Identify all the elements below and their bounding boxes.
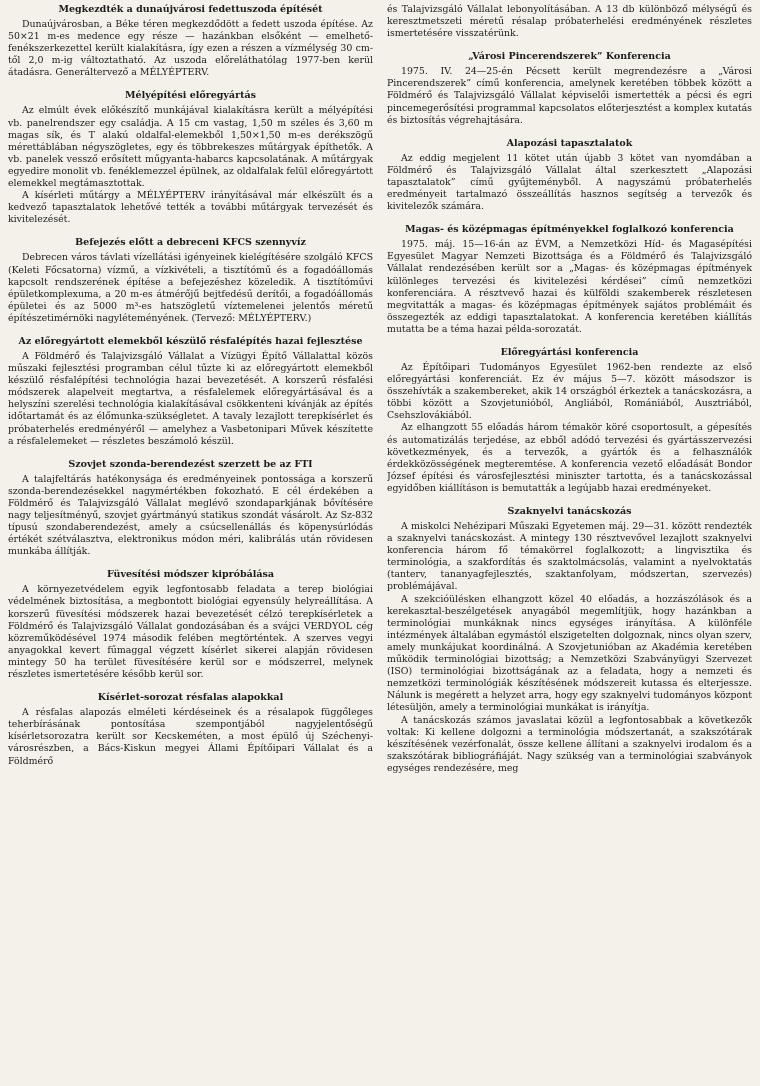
article-varosi-pincerendszerek [387, 51, 752, 126]
article-title: Befejezés előtt a debreceni KFCS szennyvíz [75, 237, 306, 249]
article-debreceni-kfcs [8, 237, 373, 325]
article-title: Magas- és középmagas építményekkel foglalkozó konferencia [405, 224, 734, 236]
article-paragraph: 1975. IV. 24—25-én Pécsett került megrendezésre a „Városi Pincerendszerek” című konferencia, amelynek keretében többek között a Földmérő és Talajvizsgáló Vállalat képviselői ismertették a pécsi és egri pincemegerősítési programmal kapcsolatos előterjesztést a komplex kutatás és biztosítás végrehajtására. [387, 66, 752, 126]
article-szovjet-szonda [8, 459, 373, 559]
article-paragraph: Az eddig megjelent 11 kötet után újabb 3 kötet van nyomdában a Földmérő és Talajvizsgáló Vállalat által szerkesztett „Alapozási tapasztalatok” című gyűjteményből. A nagyszámú próbaterhelés eredményeit tartalmazó összeállítás hasznos segítség a tervezők és kivitelezők számára. [387, 152, 752, 213]
article-title: Kísérlet-sorozat résfalas alapokkal [97, 692, 284, 704]
article-paragraph: 1975. máj. 15—16-án az ÉVM, a Nemzetközi Híd- és Magasépítési Egyesület Magyar Nemzeti Bizottsága és a Földmérő és Talajvizsgáló Vállalat rendezésében került sor a „Magas- és középmagas építmények különleges tervezési és kivitelezési kérdései” című nemzetközi konferenciára. A résztvevő hazai és külföldi szakemberek részletesen megvitatták a magas- és középmagas építmények sajátos problémáit és összegezték az eddigi tapasztalatokat. A konferencia keretében kiállítás mutatta be a téma hazai példa-sorozatát. [387, 239, 752, 335]
article-paragraph: A tanácskozás számos javaslatai közül a legfontosabbak a következők voltak: Ki kellene dolgozni a terminológia módszertanát, a szakszótárak készítésének vezérfonalát, össze kellene állítani a szaknyelvi irodalom és a szakszótárak bibliográfiáját. Nagy szükség van a terminológiai szabványok egységes rendezésére, meg [387, 714, 752, 774]
article-paragraph: A miskolci Nehézipari Műszaki Egyetemen máj. 29—31. között rendezték a szaknyelvi tanácskozást. A mintegy 130 résztvevővel lezajlott szaknyelvi konferencia három fő témakörrel foglalkozott; a lingvisztika és terminológia, a szakfordítás és szaktolmácsolás, valamint a nyelvoktatás (tanterv, tananyagfejlesztés, szaktanfolyam, módszertan, szervezés) problémájával. [387, 521, 752, 593]
article-alapozasi-tapasztalatok [387, 138, 752, 213]
article-paragraph: Az elhangzott 55 előadás három témakör köré csoportosult, a gépesítés és automatizálás terjedése, az ebből adódó tervezési és gyártásszervezési következmények, és a tervezők, a gyártók és a felhasználók érdekközösségének megteremtése. A konferencia vezető előadását Bondor József építési és városfejlesztési miniszter tartotta, és a tanácskozással egyidőben kiállításon is bemutatták a legújabb hazai eredményeket. [387, 422, 752, 494]
article-resfalepites [8, 336, 373, 448]
article-title: Az előregyártott elemekből készülő résfalépítés hazai fejlesztése [18, 335, 363, 347]
article-paragraph: A környezetvédelem egyik legfontosabb feladata a terep biológiai védelmének biztosítása, a megbontott biológiai egyensúly helyreállítása. A korszerű füvesítési módszerek hazai bevezetését célzó terepkísérletek a Földmérő és Talajvizsgáló Vállalat gondozásában és a svájci VERDYOL cég közreműködésével 1974 második felében megtörténtek. A szerves vegyi anyagokkal kevert fűmaggal végzett kísérlet sikerei alapján rövidesen mintegy 50 ha terület füvesítésére kerül sor e módszerrel, melynek részletes ismertetésére később kerül sor. [8, 584, 373, 681]
left-column [8, 4, 373, 1086]
article-title: Alapozási tapasztalatok [506, 137, 633, 149]
article-title: Szovjet szonda-berendezést szerzett be az FTI [68, 458, 313, 470]
article-title: Mélyépítési előregyártás [125, 90, 256, 102]
article-paragraph: Dunaújvárosban, a Béke téren megkezdődött a fedett uszoda építése. Az 50×21 m-es medence egy része — hazánkban elsőként — emelhető-fenékszerkezettel került kialakításra, így ezen a részen a vízmélység 30 cm-től 2,0 m-ig változtatható. Az uszoda előreláthatólag 1977-ben kerül átadásra. Generáltervező a MÉLYÉPTERV. [8, 19, 373, 79]
article-paragraph: A talajfeltárás hatékonysága és eredményeinek pontossága a korszerű szonda-berendezésekkel nagymértékben fokozható. E cél érdekében a Földmérő és Talajvizsgáló Vállalat meglévő szondaparkjának bővítésére nagy teljesítményű, szovjet gyártmányú statikus szondát vásárolt. Az Sz-832 típusú szondaberendezést, amely a csúcsellenállás és köpenysúrlódás értékét szétválasztva, elektronikus módon méri, kalibrálás után rövidesen munkába állítják. [8, 473, 373, 558]
article-eloregyartasi-konferencia [387, 347, 752, 495]
article-paragraph: Az elmúlt évek előkészítő munkájával kialakításra került a mélyépítési vb. panelrendszer egy családja. A 15 cm vastag, 1,50 m széles és 3,60 m magas sík, és T alakú oldalfal-elemekből 1,50×1,50 m-es derékszögű mérettáblában négyszögletes, egy és többrekeszes műtárgyak építhetők. A vb. panelek vessző erősített műgyanta-habarcs kapcsolatának. A műtárgyak egyedire monolit vb. fenéklemezzel épülnek, az oldalfalak felül előregyártott elemekkel megtámasztottak. [8, 105, 373, 190]
article-paragraph: A szekcióülésken elhangzott közel 40 előadás, a hozzászólások és a kerekasztal-beszélgetések anyagából megemlítjük, hogy hazánkban a terminológiai munkáknak nincs egységes irányítása. A különféle intézmények általában egymástól elszigetelten dolgoznak, nincs olyan szerv, amely munkájukat koordinálná. A Szovjetunióban az Akadémia keretében működik terminológiai bizottság; a Nemzetközi Szabványügyi Szervezet (ISO) terminológiai bizottságának az a feladata, hogy a nemzeti és nemzetközi terminológiák készítésének módszereit kutassa és elterjessze. Nálunk is megérett a helyzet arra, hogy egy szaknyelvi tudományos központ létesüljön, amely a terminológiai munkákat is irányítja. [387, 593, 752, 714]
article-paragraph: Debrecen város távlati vízellátási igényeinek kielégítésére szolgáló KFCS (Keleti Főcsatorna) vízmű, a vízkivételi, a tisztítómű és a fogadóállomás kapcsolt rendszerének építése a befejezéshez közeledik. A tisztítóművi épületkomplexuma, a 20 m-es átmérőjű bejtfedésű derítői, a fogadóállomás épületei és az 5000 m³-es hatszögletű víztemelenei jelentős méretű építészetimérnöki nagyléteményének. (Tervező: MÉLYÉPTERV.) [8, 252, 373, 324]
article-paragraph: A Földmérő és Talajvizsgáló Vállalat a Vízügyi Építő Vállalattal közös műszaki fejlesztési programban célul tűzte ki az előregyártott elemekből készülő résfalépítési technológia hazai bevezetését. A korszerű résfalési módszerek alapelveit megtartva, a résfalelemek előregyártásával és a helyszíni szerelési technológia kialakításával csökkenteni kívánják az építés időtartamát és az élőmunka-szükségletet. A tavaly lezajlott terepkísérlet és próbaterhelés eredményéről — amelyhez a Vasbetonipari Művek készítette a résfalelemeket — részletes beszámoló készül. [8, 350, 373, 447]
article-szaknyelvi-tanacskozas [387, 506, 752, 775]
article-dunaujvaros-uszoda [8, 4, 373, 79]
article-kiserlet-sorozat [8, 692, 373, 767]
article-melyepitesi-eloregyartas [8, 90, 373, 226]
article-kiserlet-sorozat-continued [387, 4, 752, 40]
article-paragraph: A kísérleti műtárgy a MÉLYÉPTERV irányításával már elkészült és a kedvező tapasztalatok lehetővé tették a további műtárgyak tervezését és kivitelezését. [8, 190, 373, 226]
article-magasepitmenyek-konferencia [387, 224, 752, 336]
right-column [387, 4, 752, 1086]
article-title: Előregyártási konferencia [500, 346, 639, 358]
article-title: „Városi Pincerendszerek” Konferencia [468, 51, 671, 63]
article-title: Szaknyelvi tanácskozás [507, 506, 632, 517]
article-paragraph: A résfalas alapozás elméleti kérdéseinek és a résalapok függőleges teherbírásának pontosítása szempontjából nagyjelentőségű kísérletsorozatra került sor Kecskeméten, a most épülő új Széchenyi-városrészben, a Bács-Kiskun megyei Állami Építőipari Vállalat és a Földmérő [8, 707, 373, 767]
article-paragraph: Az Építőipari Tudományos Egyesület 1962-ben rendezte az első előregyártási konferenciát. Ez év május 5—7. között másodszor is összehívták a szakembereket, akik 14 országból érkeztek a tanácskozásra, a többi között a Szovjetunióból, Angliából, Romániából, Ausztriából, Csehszlovákiából. [387, 361, 752, 422]
article-fuvesitesi-modszer [8, 569, 373, 681]
article-title: Megkezdték a dunaújvárosi fedettuszoda építését [58, 4, 323, 15]
article-paragraph: és Talajvizsgáló Vállalat lebonyolításában. A 13 db különböző mélységű és keresztmetszeti méretű résalap próbaterhelési eredményének részletes ismertetésére visszatérünk. [387, 4, 752, 40]
article-title: Füvesítési módszer kipróbálása [106, 569, 275, 581]
